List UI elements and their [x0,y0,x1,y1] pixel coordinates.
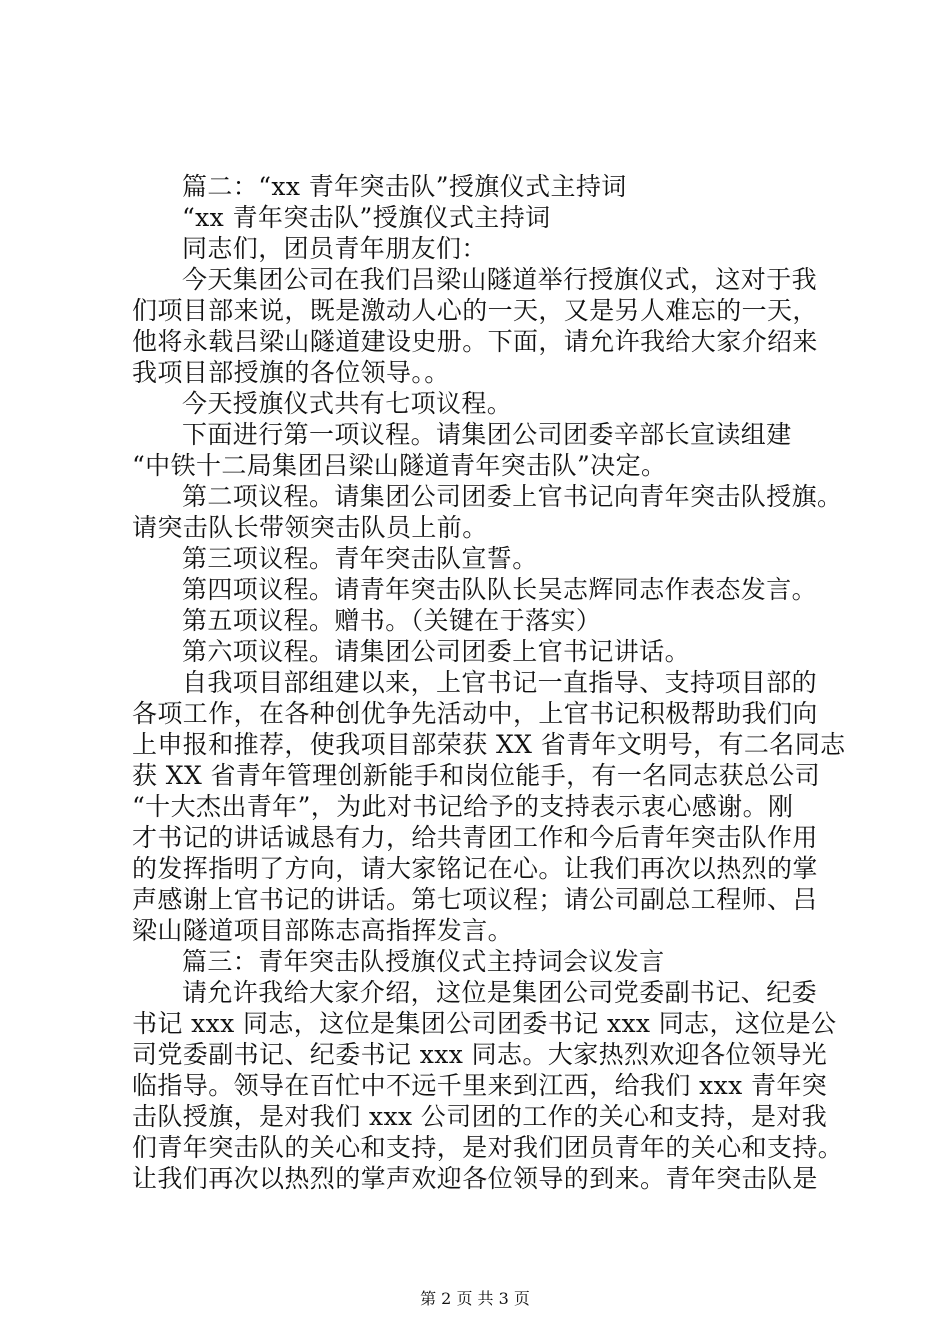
text-line: 自我项目部组建以来，上官书记一直指导、支持项目部的 [182,668,818,697]
text-line: 他将永载吕梁山隧道建设史册。下面，请允许我给大家介绍来 [132,327,818,356]
text-line: 书记 xxx 同志，这位是集团公司团委书记 xxx 同志，这位是公 [132,1009,837,1038]
text-line: 各项工作，在各种创优争先活动中，上官书记积极帮助我们向 [132,699,818,728]
text-line: “中铁十二局集团吕梁山隧道青年突击队”决定。 [132,451,667,480]
text-line: 第三项议程。青年突击队宣誓。 [182,544,538,573]
text-line: 让我们再次以热烈的掌声欢迎各位领导的到来。青年突击队是 [132,1164,818,1193]
text-line: 我项目部授旗的各位领导。。 [132,358,450,387]
text-line: 们青年突击队的关心和支持，是对我们团员青年的关心和支持。 [132,1133,844,1162]
text-line: 下面进行第一项议程。请集团公司团委辛部长宣读组建 [182,420,792,449]
text-line: 司党委副书记、纪委书记 xxx 同志。大家热烈欢迎各位领导光 [132,1040,828,1069]
text-line: “十大杰出青年”，为此对书记给予的支持表示衷心感谢。刚 [132,792,794,821]
text-line: 篇三：青年突击队授旗仪式主持词会议发言 [182,947,665,976]
text-line: 请允许我给大家介绍，这位是集团公司党委副书记、纪委 [182,978,818,1007]
text-line: “xx 青年突击队”授旗仪式主持词 [182,203,551,232]
text-line: 第四项议程。请青年突击队队长吴志辉同志作表态发言。 [182,575,818,604]
text-line: 第二项议程。请集团公司团委上官书记向青年突击队授旗。 [182,482,843,511]
text-line: 今天集团公司在我们吕梁山隧道举行授旗仪式，这对于我 [182,265,818,294]
text-line: 第六项议程。请集团公司团委上官书记讲话。 [182,637,691,666]
document-body [132,171,846,1194]
page-footer: 第 2 页 共 3 页 [420,1289,530,1308]
text-line: 们项目部来说，既是激动人心的一天，又是另人难忘的一天， [132,296,818,325]
text-line: 声感谢上官书记的讲话。第七项议程；请公司副总工程师、吕 [132,885,818,914]
text-line: 上申报和推荐，使我项目部荣获 XX 省青年文明号，有二名同志 [132,730,846,759]
text-line: 梁山隧道项目部陈志高指挥发言。 [132,916,514,945]
text-line: 今天授旗仪式共有七项议程。 [182,389,513,418]
text-line: 篇二：“xx 青年突击队”授旗仪式主持词 [182,172,627,201]
text-line: 击队授旗，是对我们 xxx 公司团的工作的关心和支持，是对我 [132,1102,828,1131]
text-line: 的发挥指明了方向，请大家铭记在心。让我们再次以热烈的掌 [132,854,818,883]
text-line: 才书记的讲话诚恳有力，给共青团工作和今后青年突击队作用 [132,823,818,852]
text-line: 请突击队长带领突击队员上前。 [132,513,488,542]
text-line: 第五项议程。赠书。（关键在于落实） [182,606,602,635]
text-line: 获 XX 省青年管理创新能手和岗位能手，有一名同志获总公司 [132,761,821,790]
text-line: 临指导。领导在百忙中不远千里来到江西，给我们 xxx 青年突 [132,1071,828,1100]
text-line: 同志们，团员青年朋友们： [182,234,487,263]
